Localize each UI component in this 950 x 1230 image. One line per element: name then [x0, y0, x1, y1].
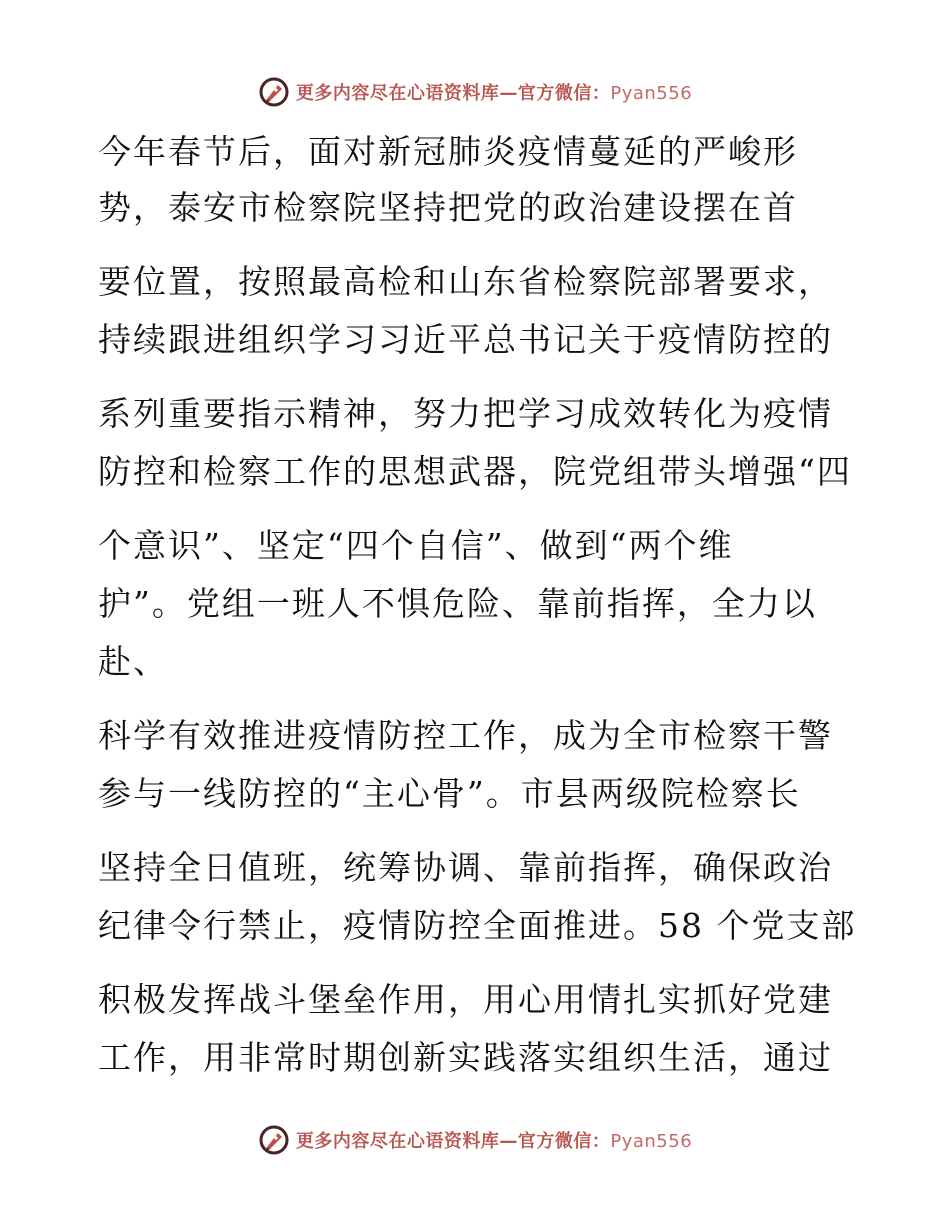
- body-line: 坚持全日值班，统筹协调、靠前指挥，确保政治: [98, 848, 833, 887]
- body-line: 持续跟进组织学习习近平总书记关于疫情防控的: [98, 320, 833, 359]
- body-line: 今年春节后，面对新冠肺炎疫情蔓延的严峻形: [98, 132, 798, 171]
- footer-wechat-id: Pyan556: [610, 1131, 693, 1152]
- body-line: 纪律令行禁止，疫情防控全面推进。58 个党支部: [98, 906, 857, 945]
- body-line: 防控和检察工作的思想武器，院党组带头增强“四: [98, 452, 852, 491]
- footer-banner-text: 更多内容尽在心语资料库—官方微信：Pyan556: [295, 1131, 693, 1152]
- body-line: 护”。党组一班人不惧危险、靠前指挥，全力以: [98, 584, 817, 623]
- pen-nib-logo-icon: [258, 76, 290, 108]
- body-line: 系列重要指示精神，努力把学习成效转化为疫情: [98, 394, 833, 433]
- body-line: 工作，用非常时期创新实践落实组织生活，通过: [98, 1038, 833, 1077]
- body-line: 积极发挥战斗堡垒作用，用心用情扎实抓好党建: [98, 980, 833, 1019]
- body-line: 科学有效推进疫情防控工作，成为全市检察干警: [98, 716, 833, 755]
- footer-banner: [0, 1120, 950, 1160]
- pen-nib-logo-icon: [258, 1124, 290, 1156]
- header-banner: [0, 72, 950, 112]
- body-line: 要位置，按照最高检和山东省检察院部署要求，: [98, 262, 833, 301]
- body-line: 赴、: [98, 642, 168, 681]
- body-line: 参与一线防控的“主心骨”。市县两级院检察长: [98, 774, 801, 813]
- body-line: 势，泰安市检察院坚持把党的政治建设摆在首: [98, 188, 798, 227]
- header-banner-text: 更多内容尽在心语资料库—官方微信：Pyan556: [295, 83, 693, 104]
- body-line: 个意识”、坚定“四个自信”、做到“两个维: [98, 526, 734, 565]
- header-wechat-id: Pyan556: [610, 83, 693, 104]
